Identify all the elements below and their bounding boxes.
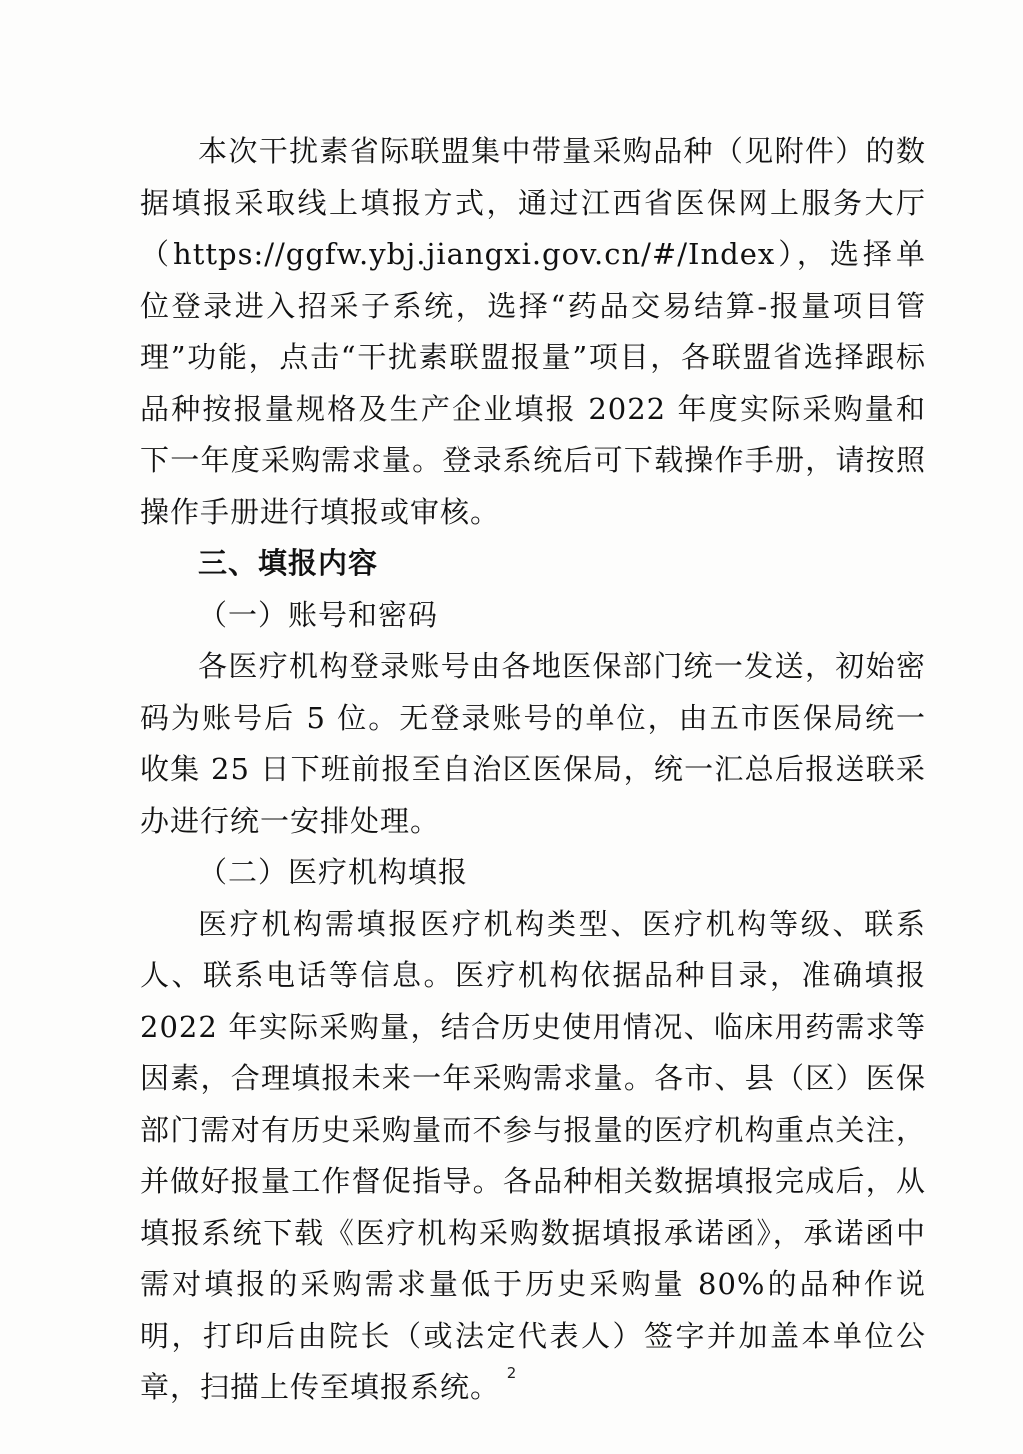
paragraph-online-filing: 本次干扰素省际联盟集中带量采购品种（见附件）的数据填报采取线上填报方式，通过江西省医保网上服务大厅（https://ggfw.ybj.jiangxi.gov.cn/#/Index），选择单位登录进入招采子系统，选择“药品交易结算-报量项目管理”功能，点击“干扰素联盟报量”项目，各联盟省选择跟标品种按报量规格及生产企业填报 2022 年度实际采购量和下一年度采购需求量。登录系统后可下载操作手册，请按照操作手册进行填报或审核。: [140, 134, 926, 529]
section-heading-filing-content: 三、填报内容: [198, 546, 379, 580]
paragraph-institution-filing: 医疗机构需填报医疗机构类型、医疗机构等级、联系人、联系电话等信息。医疗机构依据品种目录，准确填报 2022 年实际采购量，结合历史使用情况、临床用药需求等因素，合理填报未来一年采购需求量。各市、县（区）医保部门需对有历史采购量而不参与报量的医疗机构重点关注，并做好报量工作督促指导。各品种相关数据填报完成后，从填报系统下载《医疗机构采购数据填报承诺函》，承诺函中需对填报的采购需求量低于历史采购量 80%的品种作说明，打印后由院长（或法定代表人）签字并加盖本单位公章，扫描上传至填报系统。: [140, 906, 926, 1404]
subheading-account-password: （一）账号和密码: [198, 597, 439, 632]
subheading-institution-filing: （二）医疗机构填报: [198, 855, 469, 889]
page-number: 2: [506, 1364, 517, 1382]
document-body: [140, 126, 926, 1414]
paragraph-account-password: 各医疗机构登录账号由各地医保部门统一发送，初始密码为账号后 5 位。无登录账号的单位，由五市医保局统一收集 25 日下班前报至自治区医保局，统一汇总后报送联采办进行统一安排处理。: [140, 649, 926, 838]
